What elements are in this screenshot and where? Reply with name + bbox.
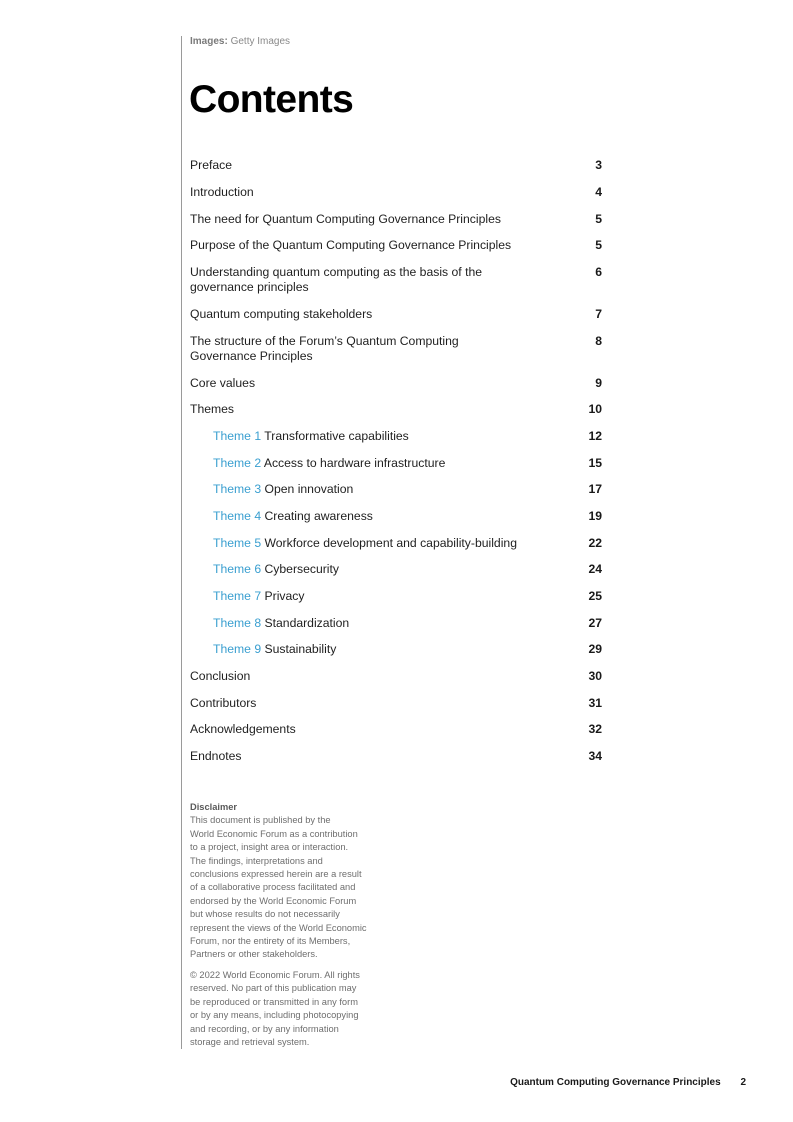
disclaimer	[190, 801, 390, 1049]
toc-page-number: 25	[588, 589, 602, 603]
image-credit	[190, 36, 290, 47]
toc-page-number: 29	[588, 642, 602, 656]
toc-page-number: 22	[588, 536, 602, 550]
toc-entry-text: Standardization	[264, 616, 350, 630]
toc-entry[interactable]	[190, 185, 602, 200]
toc-entry-text: Contributors	[190, 696, 257, 710]
toc-entry-text: Workforce development and capability-building	[264, 536, 517, 550]
page-footer	[510, 1077, 746, 1088]
toc-entry-label	[190, 669, 520, 684]
toc-entry-text: Open innovation	[264, 482, 354, 496]
toc-entry-label	[190, 749, 520, 764]
toc-entry-text: Access to hardware infrastructure	[263, 456, 446, 470]
toc-entry-text: Core values	[190, 376, 256, 390]
toc-page-number: 12	[588, 429, 602, 443]
toc-page-number: 8	[595, 334, 602, 348]
toc-entry-label	[190, 376, 520, 391]
toc-entry[interactable]	[190, 642, 602, 657]
toc-entry-label	[190, 334, 520, 364]
toc-page-number: 3	[595, 158, 602, 172]
toc-entry[interactable]	[190, 238, 602, 253]
toc-entry[interactable]	[190, 402, 602, 417]
toc-entry-label	[190, 212, 520, 227]
toc-entry-text: Privacy	[264, 589, 305, 603]
toc-entry-text: Preface	[190, 158, 233, 172]
toc-entry[interactable]	[190, 562, 602, 577]
toc-theme-number: Theme 9	[213, 642, 262, 656]
toc-theme-number: Theme 7	[213, 589, 262, 603]
toc-entry[interactable]	[190, 749, 602, 764]
toc-entry-text: Quantum computing stakeholders	[190, 307, 373, 321]
toc-entry-label	[190, 562, 533, 577]
toc-entry-text: Themes	[190, 402, 235, 416]
footer-page-number: 2	[740, 1077, 746, 1088]
toc-theme-number: Theme 5	[213, 536, 262, 550]
toc-entry[interactable]	[190, 212, 602, 227]
toc-entry-label	[190, 536, 533, 551]
toc-page-number: 6	[595, 265, 602, 279]
toc-entry[interactable]	[190, 482, 602, 497]
toc-entry-text: Acknowledgements	[190, 722, 296, 736]
toc-page-number: 15	[588, 456, 602, 470]
toc-entry[interactable]	[190, 456, 602, 471]
image-credit-value: Getty Images	[230, 36, 291, 47]
toc-entry[interactable]	[190, 589, 602, 604]
margin-rule	[181, 36, 182, 1049]
toc-entry-text: Introduction	[190, 185, 254, 199]
toc-theme-number: Theme 8	[213, 616, 262, 630]
toc-entry-label	[190, 185, 520, 200]
toc-entry-label	[190, 238, 520, 253]
toc-entry-label	[190, 722, 520, 737]
toc-entry[interactable]	[190, 616, 602, 631]
toc-entry-text: The need for Quantum Computing Governance Principles	[190, 212, 501, 226]
toc-page-number: 31	[588, 696, 602, 710]
footer-title: Quantum Computing Governance Principles	[510, 1077, 721, 1088]
copyright-notice: © 2022 World Economic Forum. All rights reserved. No part of this publication may be reproduced or transmitted in any form or by any means, including photocopying and recording, or by any information storage and retrieval system.	[190, 969, 360, 1047]
toc-entry[interactable]	[190, 158, 602, 173]
toc-entry[interactable]	[190, 429, 602, 444]
toc-entry[interactable]	[190, 536, 602, 551]
toc-entry-label	[190, 696, 520, 711]
toc-entry[interactable]	[190, 265, 602, 295]
toc-page-number: 9	[595, 376, 602, 390]
toc-page-number: 10	[588, 402, 602, 416]
toc-entry[interactable]	[190, 669, 602, 684]
toc-entry[interactable]	[190, 376, 602, 391]
toc-page-number: 17	[588, 482, 602, 496]
toc-page-number: 7	[595, 307, 602, 321]
toc-entry-label	[190, 265, 520, 295]
toc-theme-number: Theme 2	[213, 456, 262, 470]
toc-entry[interactable]	[190, 334, 602, 364]
toc-entry-text: Conclusion	[190, 669, 251, 683]
toc-page-number: 5	[595, 238, 602, 252]
toc-page-number: 32	[588, 722, 602, 736]
toc-theme-number: Theme 6	[213, 562, 262, 576]
toc-entry-label	[190, 616, 533, 631]
toc-page-number: 4	[595, 185, 602, 199]
toc-entry-label	[190, 307, 520, 322]
toc-entry-label	[190, 642, 533, 657]
toc-entry-text: Transformative capabilities	[264, 429, 409, 443]
toc-entry-label	[190, 402, 520, 417]
toc-entry-text: Purpose of the Quantum Computing Governance Principles	[190, 238, 512, 252]
toc-entry[interactable]	[190, 696, 602, 711]
toc-entry-text: Cybersecurity	[264, 562, 339, 576]
toc-entry[interactable]	[190, 509, 602, 524]
toc-page-number: 24	[588, 562, 602, 576]
toc-entry-label	[190, 589, 533, 604]
toc-entry-label	[190, 482, 533, 497]
toc-entry-text: Understanding quantum computing as the basis of the governance principles	[190, 265, 483, 294]
toc-page-number: 5	[595, 212, 602, 226]
toc-entry-label	[190, 429, 533, 444]
page-title: Contents	[189, 78, 354, 121]
disclaimer-heading: Disclaimer	[190, 802, 238, 812]
toc-entry-text: Sustainability	[264, 642, 337, 656]
toc-entry-label	[190, 509, 533, 524]
toc-entry[interactable]	[190, 307, 602, 322]
toc-theme-number: Theme 4	[213, 509, 262, 523]
toc-entry-label	[190, 456, 533, 471]
toc-theme-number: Theme 3	[213, 482, 262, 496]
toc-entry-text: Endnotes	[190, 749, 242, 763]
toc-page-number: 19	[588, 509, 602, 523]
toc-entry-text: The structure of the Forum’s Quantum Computing Governance Principles	[190, 334, 459, 363]
toc-entry-text: Creating awareness	[264, 509, 373, 523]
toc-page-number: 27	[588, 616, 602, 630]
toc-entry[interactable]	[190, 722, 602, 737]
disclaimer-body: This document is published by the World Economic Forum as a contribution to a project, insight area or interaction. The findings, interpretations and conclusions expressed herein are a result of a collaborative process facilitated and endorsed by the World Economic Forum but whose results do not necessarily represent the views of the World Economic Forum, nor the entirety of its Members, Partners or other stakeholders.	[190, 815, 367, 960]
toc-theme-number: Theme 1	[213, 429, 262, 443]
toc-entry-label	[190, 158, 520, 173]
toc-page-number: 34	[588, 749, 602, 763]
toc-page-number: 30	[588, 669, 602, 683]
image-credit-label: Images:	[190, 36, 228, 47]
